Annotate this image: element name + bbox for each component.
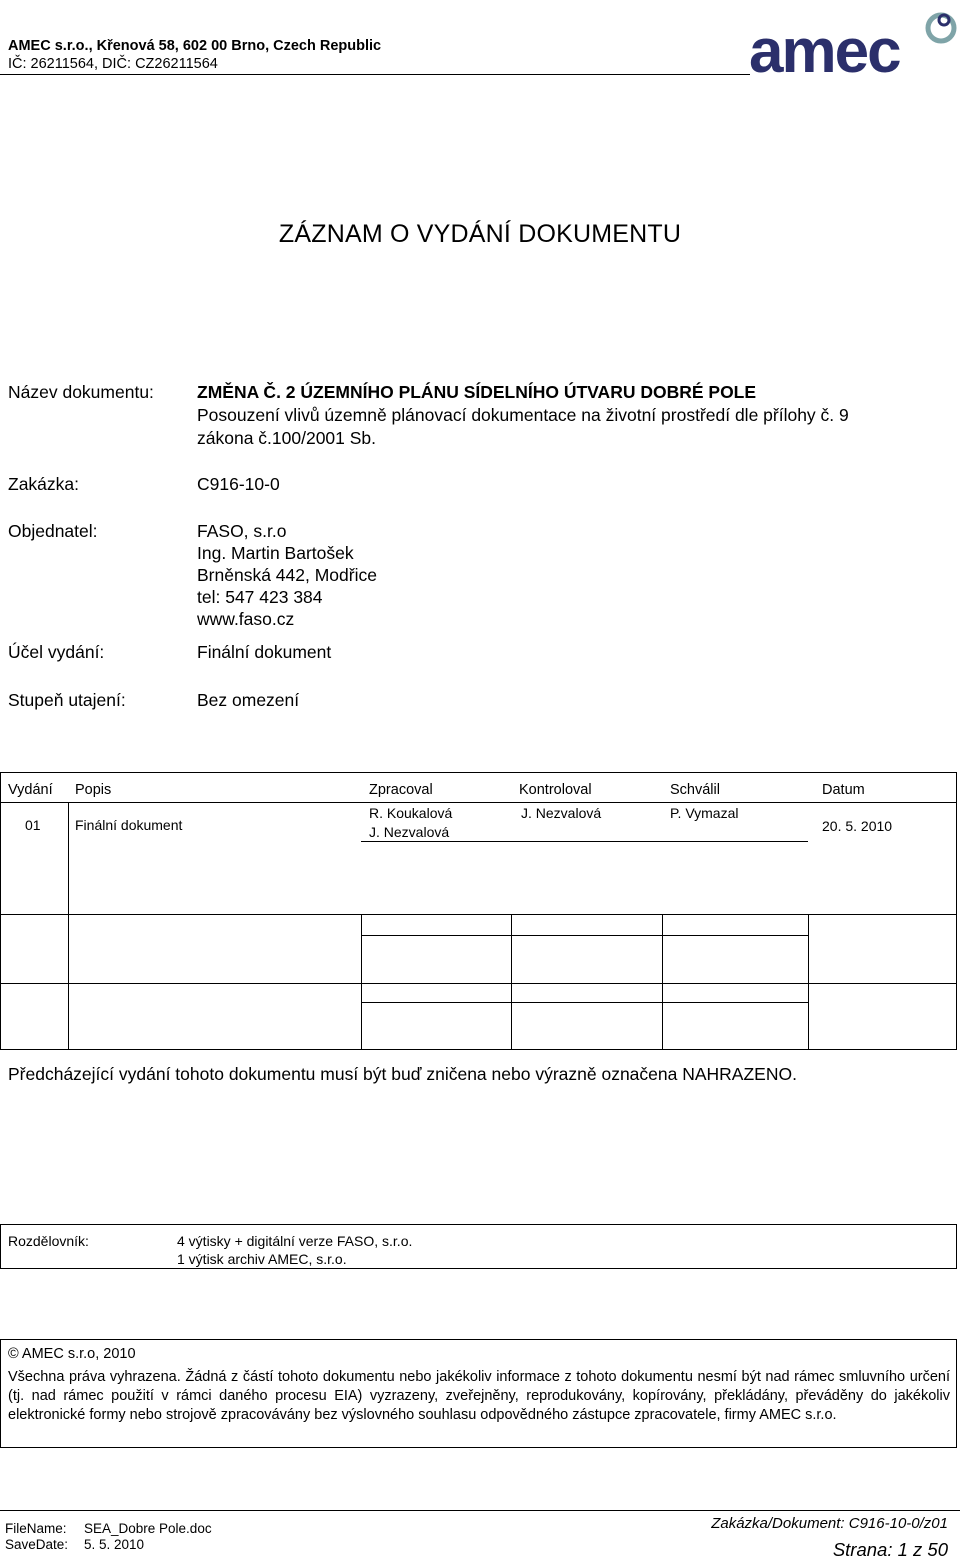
cell-prepared-1: R. Koukalová <box>369 805 453 821</box>
document-name-line3: zákona č.100/2001 Sb. <box>197 428 377 448</box>
client-line2: Ing. Martin Bartošek <box>197 543 354 563</box>
table-row-line <box>1 914 956 915</box>
table-row-line <box>361 841 808 842</box>
header-company: AMEC s.r.o., Křenová 58, 602 00 Brno, Czech Republic <box>8 38 382 54</box>
table-col-line <box>511 914 512 1049</box>
supersede-note: Předcházející vydání tohoto dokumentu musí být buď zničena nebo výrazně označena NAHRAZENO. <box>8 1064 797 1084</box>
order-label: Zakázka: <box>8 474 79 494</box>
document-name-line1: ZMĚNA Č. 2 ÚZEMNÍHO PLÁNU SÍDELNÍHO ÚTVARU DOBRÉ POLE <box>197 382 757 402</box>
cell-prepared-2: J. Nezvalová <box>369 824 450 840</box>
footer-savedate: 5. 5. 2010 <box>84 1537 145 1552</box>
client-label: Objednatel: <box>8 521 98 541</box>
table-col-line <box>808 914 809 1049</box>
table-col-line <box>361 914 362 1049</box>
table-row-line <box>361 935 808 936</box>
purpose-value: Finální dokument <box>197 642 332 662</box>
secrecy-value: Bez omezení <box>197 690 300 710</box>
client-line1: FASO, s.r.o <box>197 521 287 541</box>
cell-date: 20. 5. 2010 <box>822 818 893 834</box>
footer-filename: SEA_Dobre Pole.doc <box>84 1521 212 1536</box>
document-name-line2: Posouzení vlivů územně plánovací dokumentace na životní prostředí dle přílohy č. 9 <box>197 405 849 425</box>
secrecy-label: Stupeň utajení: <box>8 690 126 710</box>
distribution-line1: 4 výtisky + digitální verze FASO, s.r.o. <box>177 1233 413 1249</box>
header-date: Datum <box>822 782 865 798</box>
header-ids: IČ: 26211564, DIČ: CZ26211564 <box>8 56 218 72</box>
logo-swirl-icon <box>928 15 954 41</box>
logo-text: amec <box>749 17 900 78</box>
distribution-box <box>0 1224 957 1269</box>
header-issue: Vydání <box>8 782 53 798</box>
cell-approved: P. Vymazal <box>670 805 739 821</box>
order-value: C916-10-0 <box>197 474 280 494</box>
client-line5: www.faso.cz <box>197 609 295 629</box>
distribution-line2: 1 výtisk archiv AMEC, s.r.o. <box>177 1251 347 1267</box>
footer-order-document: Zakázka/Dokument: C916-10-0/z01 <box>711 1515 948 1532</box>
table-col-line <box>662 914 663 1049</box>
client-line4: tel: 547 423 384 <box>197 587 323 607</box>
footer-savedate-label: SaveDate: <box>5 1537 69 1552</box>
footer-page-number: Strana: 1 z 50 <box>832 1539 948 1560</box>
page-title: ZÁZNAM O VYDÁNÍ DOKUMENTU <box>278 220 682 248</box>
table-header-line <box>1 802 956 803</box>
issue-table <box>0 772 957 1050</box>
header-prepared: Zpracoval <box>369 782 433 798</box>
table-row-line <box>361 1002 808 1003</box>
distribution-label: Rozdělovník: <box>8 1233 89 1249</box>
cell-issue: 01 <box>25 817 41 833</box>
header-description: Popis <box>75 782 112 798</box>
header-checked: Kontroloval <box>519 782 592 798</box>
document-name-label: Název dokumentu: <box>8 382 154 402</box>
header-approved: Schválil <box>670 782 720 798</box>
cell-checked: J. Nezvalová <box>521 805 602 821</box>
footer-filename-label: FileName: <box>5 1521 67 1536</box>
client-line3: Brněnská 442, Modřice <box>197 565 377 585</box>
purpose-label: Účel vydání: <box>8 642 105 662</box>
amec-logo <box>745 2 957 78</box>
copyright-owner: © AMEC s.r.o, 2010 <box>8 1346 136 1362</box>
cell-description: Finální dokument <box>75 817 183 833</box>
header-divider <box>0 74 750 75</box>
footer-divider <box>0 1510 960 1511</box>
table-col-line <box>68 802 69 1049</box>
table-row-line <box>1 983 956 984</box>
copyright-text: Všechna práva vyhrazena. Žádná z částí tohoto dokumentu nebo jakékoliv informace z tohoto dokumentu nesmí být nad rámec smluvního určení (tj. nad rámec použití v rámci daného procesu EIA) vyzrazeny, zveřejněny, reprodukovány, kopírovány, překládány, převáděny do jakékoliv elektronické formy nebo strojově zpracovávány bez výslovného souhlasu odpovědného zástupce zpracovatele, firmy AMEC s.r.o. <box>8 1369 950 1423</box>
